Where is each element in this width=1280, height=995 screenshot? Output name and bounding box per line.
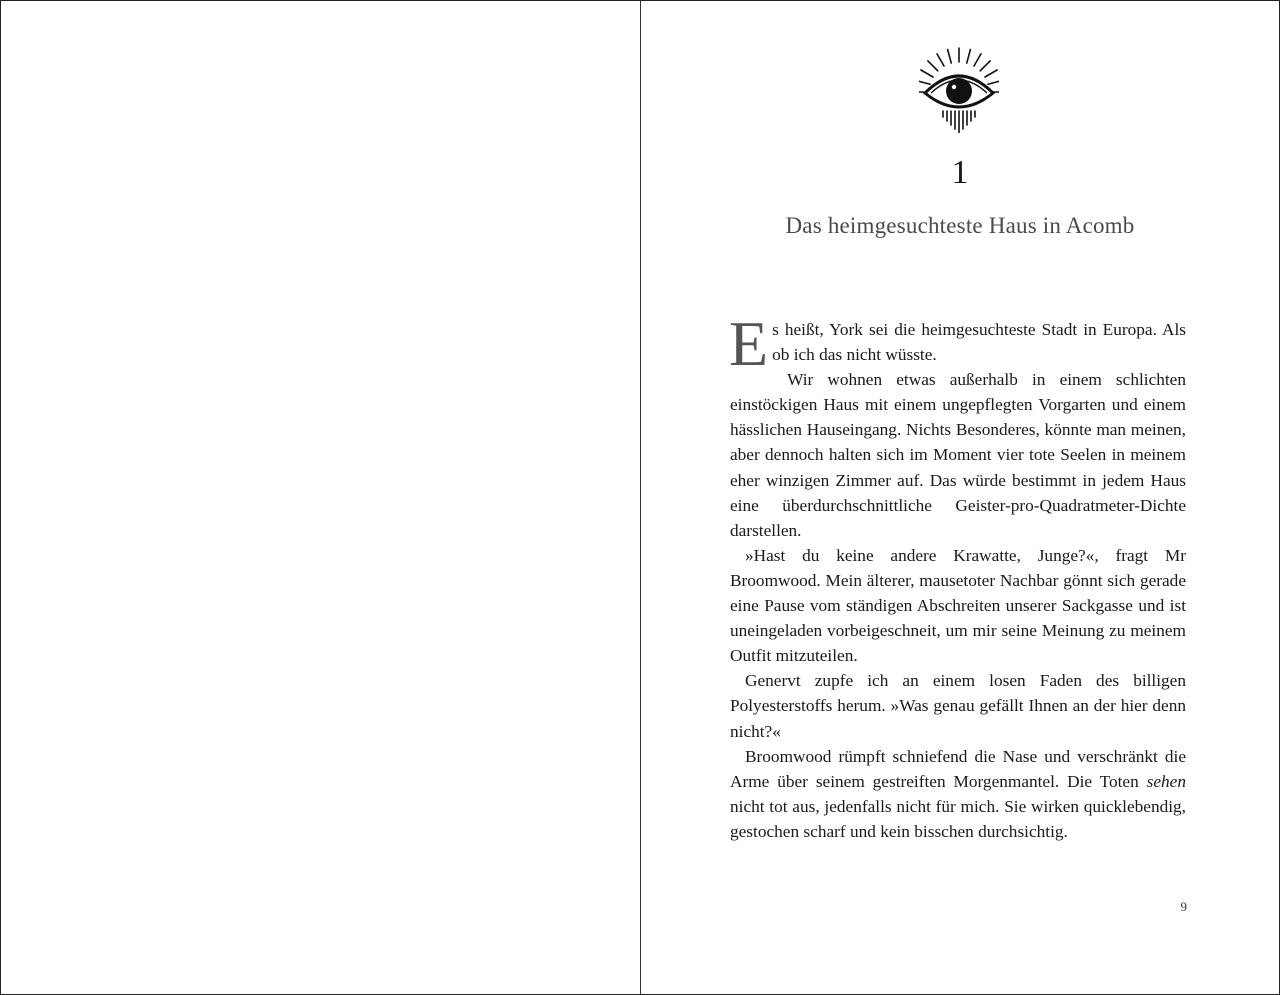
paragraph-1-text: s heißt, York sei die heimgesuchteste Stadt in Europa. Als ob ich das nicht wüsste. <box>772 320 1186 365</box>
paragraph-5-text-b: nicht tot aus, jedenfalls nicht für mich. Sie wirken quicklebendig, gestochen scharf und kein bisschen durchsichtig. <box>730 796 1186 841</box>
paragraph-4: Genervt zupfe ich an einem losen Faden des billigen Polyesterstoffs herum. »Was genau gefällt Ihnen an der hier denn nicht?« <box>730 671 1186 741</box>
drop-cap: E <box>729 308 769 379</box>
paragraph-5 <box>730 744 1186 844</box>
paragraph-5-emphasis: sehen <box>1146 771 1186 791</box>
paragraph-5-text-a: Broomwood rümpft schniefend die Nase und verschränkt die Arme über seinem gestreiften Morgenmantel. Die Toten <box>730 746 1186 791</box>
right-page <box>641 1 1279 994</box>
paragraph-1 <box>729 308 1186 379</box>
left-page-blank <box>1 1 640 994</box>
chapter-number: 1 <box>951 154 969 191</box>
page-number: 9 <box>1180 899 1187 914</box>
chapter-body <box>729 308 1186 844</box>
chapter-title: Das heimgesuchteste Haus in Acomb <box>785 213 1135 238</box>
paragraph-2: Wir wohnen etwas außerhalb in einem schlichten einstöckigen Haus mit einem ungepflegten Vorgarten und einem hässlichen Hauseingang. Nichts Besonderes, könnte man meinen, aber dennoch halten sich im Moment vier tote Seelen in meinem eher winzigen Zimmer auf. Das würde bestimmt in jedem Haus eine überdurchschnittliche Geister-pro-Quadratmeter-Dichte darstellen. <box>730 370 1186 540</box>
eye-with-rays-icon <box>919 45 999 133</box>
paragraph-3: »Hast du keine andere Krawatte, Junge?«, fragt Mr Broomwood. Mein älterer, mausetoter Nachbar gönnt sich gerade eine Pause vom ständigen Abschreiten unserer Sackgasse und ist uneingeladen vorbeigeschneit, um mir seine Meinung zu meinem Outfit mitzuteilen. <box>730 545 1186 666</box>
